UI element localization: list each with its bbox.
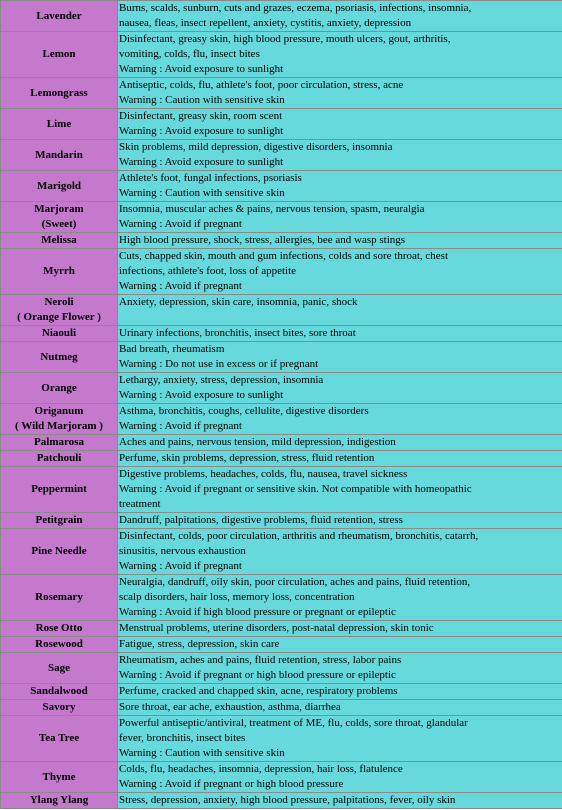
oil-name-cell bbox=[1, 637, 118, 653]
oil-uses-line: Dandruff, palpitations, digestive problems, fluid retention, stress bbox=[119, 514, 403, 526]
oil-name: Lemon bbox=[42, 48, 76, 60]
oil-name: Patchouli bbox=[36, 452, 82, 464]
oil-name-cell bbox=[1, 295, 118, 326]
oil-name: Peppermint bbox=[31, 483, 87, 495]
oil-uses-line: Disinfectant, greasy skin, room scent bbox=[119, 110, 283, 122]
oil-uses-line: Asthma, bronchitis, coughs, cellulite, digestive disorders bbox=[119, 405, 369, 417]
table-row bbox=[1, 621, 562, 637]
table-row bbox=[1, 513, 562, 529]
table-row bbox=[1, 762, 562, 793]
oil-uses-line: Lethargy, anxiety, stress, depression, insomnia bbox=[119, 374, 324, 386]
table-row bbox=[1, 653, 562, 684]
oil-name-cell bbox=[1, 529, 118, 575]
oil-uses-line: Warning : Avoid if pregnant or sensitive skin. Not compatible with homeopathic bbox=[119, 483, 472, 495]
oil-uses-line: Perfume, cracked and chapped skin, acne, respiratory problems bbox=[119, 685, 398, 697]
oil-uses-cell bbox=[118, 435, 562, 451]
oil-uses-line: Skin problems, mild depression, digestive disorders, insomnia bbox=[119, 141, 393, 153]
oil-uses-cell bbox=[118, 700, 562, 716]
oil-name-cell bbox=[1, 793, 118, 809]
oil-uses-line: Warning : Do not use in excess or if pregnant bbox=[119, 358, 319, 370]
table-row bbox=[1, 233, 562, 249]
oil-uses-line: Antiseptic, colds, flu, athlete's foot, poor circulation, stress, acne bbox=[119, 79, 404, 91]
oil-name: Palmarosa bbox=[34, 436, 84, 448]
oil-name: Marigold bbox=[37, 179, 81, 192]
oil-uses-cell bbox=[118, 109, 562, 140]
table-row bbox=[1, 575, 562, 621]
oil-uses-line: Warning : Avoid if high blood pressure or pregnant or epileptic bbox=[119, 606, 396, 618]
oil-name: Lime bbox=[46, 117, 72, 130]
oil-uses-line: treatment bbox=[119, 498, 161, 510]
oil-name-cell bbox=[1, 171, 118, 202]
oil-uses-line: Warning : Avoid if pregnant or high blood pressure or epileptic bbox=[119, 669, 396, 681]
oil-name-cell bbox=[1, 451, 118, 467]
oil-name-cell bbox=[1, 700, 118, 716]
oil-uses-line: Burns, scalds, sunburn, cuts and grazes, eczema, psoriasis, infections, insomnia, bbox=[119, 2, 472, 14]
oil-name: Myrrh bbox=[43, 265, 75, 277]
oil-uses-cell bbox=[118, 793, 562, 809]
oil-uses-cell bbox=[118, 326, 562, 342]
oil-name: Marjoram bbox=[34, 203, 84, 215]
oil-uses-cell bbox=[118, 233, 562, 249]
oil-uses-line: Warning : Avoid if pregnant or high blood pressure bbox=[119, 778, 344, 790]
oil-uses-line: Aches and pains, nervous tension, mild depression, indigestion bbox=[119, 436, 396, 448]
oil-uses-line: Fatigue, stress, depression, skin care bbox=[119, 638, 280, 650]
oil-name-cell bbox=[1, 202, 118, 233]
oil-name: (Sweet) bbox=[41, 218, 77, 230]
oil-uses-cell bbox=[118, 1, 562, 32]
oil-uses-line: Warning : Avoid exposure to sunlight bbox=[119, 63, 284, 75]
oil-name: Rosemary bbox=[35, 591, 83, 603]
table-row bbox=[1, 109, 562, 140]
oil-name-cell bbox=[1, 684, 118, 700]
oil-uses-cell bbox=[118, 140, 562, 171]
table-row bbox=[1, 793, 562, 809]
oil-name: ( Wild Marjoram ) bbox=[15, 420, 103, 432]
oil-name: Origanum bbox=[34, 405, 84, 417]
oil-uses-line: Warning : Avoid exposure to sunlight bbox=[119, 125, 284, 137]
oil-uses-line: High blood pressure, shock, stress, allergies, bee and wasp stings bbox=[119, 234, 406, 246]
oil-uses-line: scalp disorders, hair loss, memory loss, concentration bbox=[119, 591, 355, 603]
oil-uses-line: Warning : Avoid if pregnant bbox=[119, 280, 242, 292]
table-row bbox=[1, 467, 562, 513]
oil-name: Melissa bbox=[41, 234, 77, 246]
oil-uses-line: Powerful antiseptic/antiviral, treatment of ME, flu, colds, sore throat, glandular bbox=[119, 717, 468, 729]
oil-uses-line: Insomnia, muscular aches & pains, nervous tension, spasm, neuralgia bbox=[119, 203, 425, 215]
oil-name-cell bbox=[1, 109, 118, 140]
oil-uses-cell bbox=[118, 451, 562, 467]
essential-oils-table-body bbox=[1, 1, 562, 809]
oil-uses-line: Digestive problems, headaches, colds, flu, nausea, travel sickness bbox=[119, 468, 408, 480]
table-row bbox=[1, 700, 562, 716]
oil-name: Niaouli bbox=[41, 327, 77, 339]
oil-name-cell bbox=[1, 249, 118, 295]
oil-name-cell bbox=[1, 435, 118, 451]
oil-name-cell bbox=[1, 342, 118, 373]
table-row bbox=[1, 1, 562, 32]
table-row bbox=[1, 326, 562, 342]
oil-uses-cell bbox=[118, 684, 562, 700]
oil-uses-line: Rheumatism, aches and pains, fluid retention, stress, labor pains bbox=[119, 654, 402, 666]
table-row bbox=[1, 140, 562, 171]
oil-uses-cell bbox=[118, 762, 562, 793]
oil-uses-cell bbox=[118, 529, 562, 575]
oil-uses-cell bbox=[118, 575, 562, 621]
oil-name-cell bbox=[1, 513, 118, 529]
oil-name: ( Orange Flower ) bbox=[17, 311, 101, 323]
table-row bbox=[1, 373, 562, 404]
oil-name: Savory bbox=[42, 701, 76, 713]
oil-uses-line: Urinary infections, bronchitis, insect bites, sore throat bbox=[119, 327, 356, 339]
oil-name-cell bbox=[1, 32, 118, 78]
oil-name-cell bbox=[1, 575, 118, 621]
oil-name-cell bbox=[1, 373, 118, 404]
table-row bbox=[1, 716, 562, 762]
oil-name-cell bbox=[1, 621, 118, 637]
oil-uses-cell bbox=[118, 373, 562, 404]
oil-uses-line: Warning : Avoid exposure to sunlight bbox=[119, 389, 284, 401]
table-row bbox=[1, 684, 562, 700]
table-row bbox=[1, 451, 562, 467]
oil-uses-line: Perfume, skin problems, depression, stress, fluid retention bbox=[119, 452, 375, 464]
oil-name: Lemongrass bbox=[30, 86, 88, 99]
oil-name: Pine Needle bbox=[31, 545, 87, 557]
oil-name: Sage bbox=[48, 661, 70, 674]
oil-name-cell bbox=[1, 404, 118, 435]
oil-uses-line: vomiting, colds, flu, insect bites bbox=[119, 48, 260, 60]
table-row bbox=[1, 249, 562, 295]
oil-name-cell bbox=[1, 467, 118, 513]
oil-name-cell bbox=[1, 1, 118, 32]
oil-name-cell bbox=[1, 78, 118, 109]
oil-name: Neroli bbox=[44, 296, 74, 308]
oil-name: Thyme bbox=[42, 770, 76, 783]
oil-name-cell bbox=[1, 716, 118, 762]
oil-uses-line: Disinfectant, colds, poor circulation, arthritis and rheumatism, bronchitis, catarrh, bbox=[119, 530, 479, 542]
table-row bbox=[1, 295, 562, 326]
oil-uses-cell bbox=[118, 653, 562, 684]
oil-name: Lavender bbox=[36, 9, 82, 22]
oil-uses-line: Sore throat, ear ache, exhaustion, asthma, diarrhea bbox=[119, 701, 341, 713]
oil-name: Sandalwood bbox=[30, 685, 88, 697]
oil-uses-line: Warning : Avoid if pregnant bbox=[119, 560, 242, 572]
oil-name-cell bbox=[1, 653, 118, 684]
oil-uses-cell bbox=[118, 513, 562, 529]
table-row bbox=[1, 202, 562, 233]
oil-uses-line: Colds, flu, headaches, insomnia, depression, hair loss, flatulence bbox=[119, 763, 403, 775]
oil-uses-line: Warning : Caution with sensitive skin bbox=[119, 747, 285, 759]
oil-uses-cell bbox=[118, 467, 562, 513]
oil-uses-cell bbox=[118, 249, 562, 295]
oil-uses-line: Bad breath, rheumatism bbox=[119, 343, 225, 355]
oil-name: Mandarin bbox=[35, 148, 83, 161]
oil-uses-cell bbox=[118, 32, 562, 78]
oil-uses-cell bbox=[118, 716, 562, 762]
oil-uses-cell bbox=[118, 637, 562, 653]
oil-uses-cell bbox=[118, 78, 562, 109]
oil-uses-line: Cuts, chapped skin, mouth and gum infections, colds and sore throat, chest bbox=[119, 250, 449, 262]
oil-name: Tea Tree bbox=[38, 732, 80, 744]
oil-uses-cell bbox=[118, 171, 562, 202]
oil-uses-line: sinusitis, nervous exhaustion bbox=[119, 545, 246, 557]
table-row bbox=[1, 78, 562, 109]
oil-uses-cell bbox=[118, 621, 562, 637]
oil-name: Orange bbox=[41, 381, 77, 394]
oil-name: Petitgrain bbox=[35, 514, 83, 526]
oil-uses-cell bbox=[118, 202, 562, 233]
oil-uses-line: nausea, fleas, insect repellent, anxiety, cystitis, anxiety, depression bbox=[119, 17, 412, 29]
oil-uses-line: Warning : Caution with sensitive skin bbox=[119, 187, 285, 199]
oil-uses-cell bbox=[118, 295, 562, 326]
oil-name: Rosewood bbox=[35, 638, 83, 650]
oil-name-cell bbox=[1, 326, 118, 342]
oil-uses-line: fever, bronchitis, insect bites bbox=[119, 732, 246, 744]
oil-uses-line: Athlete's foot, fungal infections, psoriasis bbox=[119, 172, 302, 184]
table-row bbox=[1, 32, 562, 78]
oil-uses-line: Stress, depression, anxiety, high blood pressure, palpitations, fever, oily skin bbox=[119, 794, 456, 806]
oil-uses-line: infections, athlete's foot, loss of appetite bbox=[119, 265, 297, 277]
oil-uses-line: Disinfectant, greasy skin, high blood pressure, mouth ulcers, gout, arthritis, bbox=[119, 33, 451, 45]
oil-uses-line: Warning : Avoid if pregnant bbox=[119, 218, 242, 230]
table-row bbox=[1, 404, 562, 435]
oil-uses-line: Menstrual problems, uterine disorders, post-natal depression, skin tonic bbox=[119, 622, 434, 634]
table-row bbox=[1, 529, 562, 575]
table-row bbox=[1, 637, 562, 653]
oil-uses-line: Anxiety, depression, skin care, insomnia, panic, shock bbox=[119, 296, 358, 308]
oil-name: Ylang Ylang bbox=[29, 794, 89, 806]
oil-uses-line: Warning : Avoid if pregnant bbox=[119, 420, 242, 432]
oil-uses-line: Warning : Caution with sensitive skin bbox=[119, 94, 285, 106]
oil-uses-line: Neuralgia, dandruff, oily skin, poor circulation, aches and pains, fluid retention, bbox=[119, 576, 471, 588]
table-row bbox=[1, 342, 562, 373]
oil-name-cell bbox=[1, 762, 118, 793]
table-row bbox=[1, 435, 562, 451]
oil-name-cell bbox=[1, 140, 118, 171]
oil-name: Nutmeg bbox=[40, 350, 78, 363]
oil-name: Rose Otto bbox=[35, 622, 83, 634]
oil-uses-cell bbox=[118, 342, 562, 373]
oil-uses-cell bbox=[118, 404, 562, 435]
oil-uses-line: Warning : Avoid exposure to sunlight bbox=[119, 156, 284, 168]
oil-name-cell bbox=[1, 233, 118, 249]
table-row bbox=[1, 171, 562, 202]
